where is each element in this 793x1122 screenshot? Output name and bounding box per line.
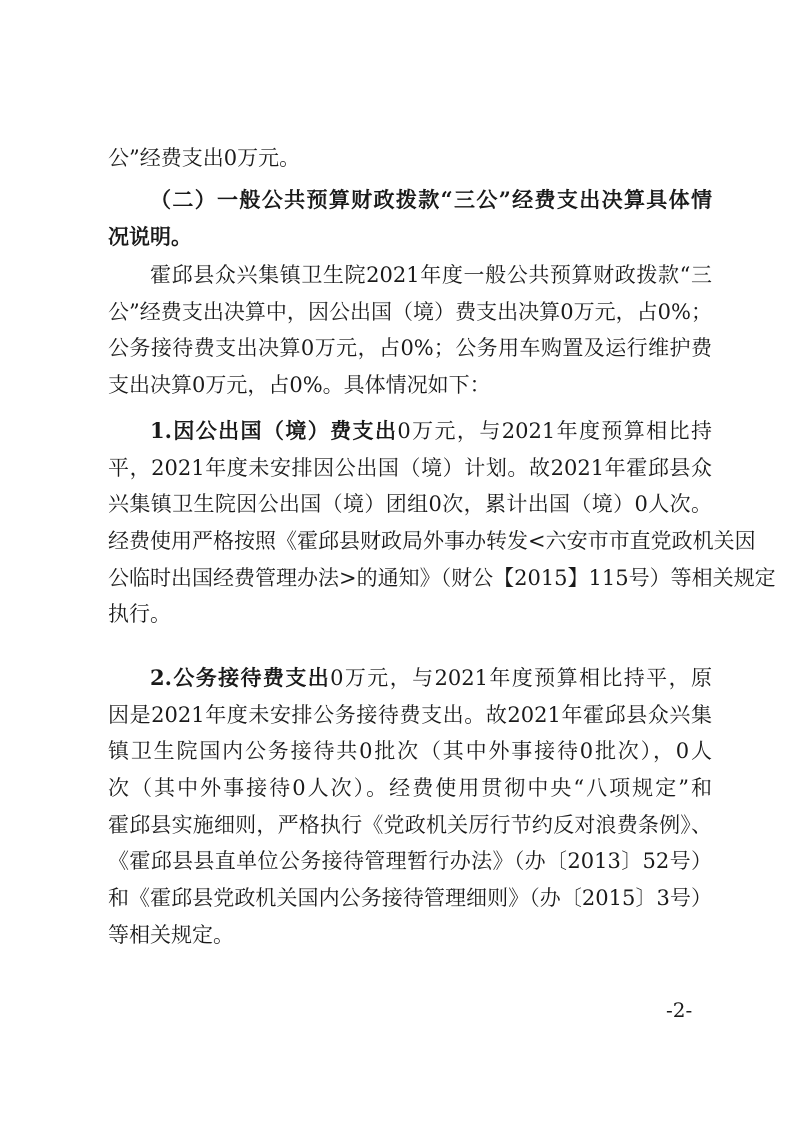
text-line: 平，2021年度未安排因公出国（境）计划。故2021年霍邱县众 (108, 455, 712, 480)
text-line: 和《霍邱县党政机关国内公务接待管理细则》（办〔2015〕3号） (108, 886, 712, 911)
text-line: 执行。 (108, 602, 171, 627)
text-line: 次（其中外事接待0人次）。经费使用贯彻中央“八项规定”和 (108, 776, 712, 801)
paragraph-continuation (108, 140, 712, 177)
text-line: 经费使用严格按照《霍邱县财政局外事办转发<六安市市直党政机关因 (108, 529, 756, 554)
heading-line: （二）一般公共预算财政拨款“三公”经费支出决算具体情 (150, 187, 712, 212)
text-line: 公”经费支出0万元。 (108, 146, 301, 170)
text-line (150, 413, 712, 450)
item-title: 2.公务接待费支出 (150, 665, 331, 690)
text-line: 《霍邱县县直单位公务接待管理暂行办法》（办〔2013〕52号） (108, 849, 712, 874)
paragraph-summary (108, 257, 712, 404)
text-line: 公”经费支出决算中，因公出国（境）费支出决算0万元，占0%； (108, 299, 712, 324)
item-title: 1.因公出国（境）费支出 (150, 418, 398, 443)
heading-line: 况说明。 (108, 223, 192, 249)
text-line: 公务接待费支出决算0万元，占0%；公务用车购置及运行维护费 (108, 336, 712, 361)
paragraph-overseas-travel (108, 413, 776, 633)
text-line: 支出决算0万元，占0%。具体情况如下： (108, 373, 491, 398)
page-number: -2- (666, 998, 693, 1022)
text-line: 公临时出国经费管理办法>的通知》（财公【2015】115号）等相关规定 (108, 565, 776, 590)
text-line: 因是2021年度未安排公务接待费支出。故2021年霍邱县众兴集 (108, 702, 712, 727)
item-text: 0万元，与2021年度预算相比持平，原 (330, 666, 712, 690)
text-line: 镇卫生院国内公务接待共0批次（其中外事接待0批次），0人 (108, 739, 712, 764)
item-text: 0万元，与2021年度预算相比持 (397, 419, 712, 443)
text-line: 兴集镇卫生院因公出国（境）团组0次，累计出国（境）0人次。 (108, 492, 712, 517)
text-line: 霍邱县实施细则，严格执行《党政机关厉行节约反对浪费条例》、 (108, 812, 712, 837)
text-line (150, 660, 712, 697)
text-line: 霍邱县众兴集镇卫生院2021年度一般公共预算财政拨款“三 (150, 263, 712, 287)
paragraph-official-reception (108, 660, 712, 954)
section-heading (108, 182, 712, 255)
text-line: 等相关规定。 (108, 922, 234, 947)
